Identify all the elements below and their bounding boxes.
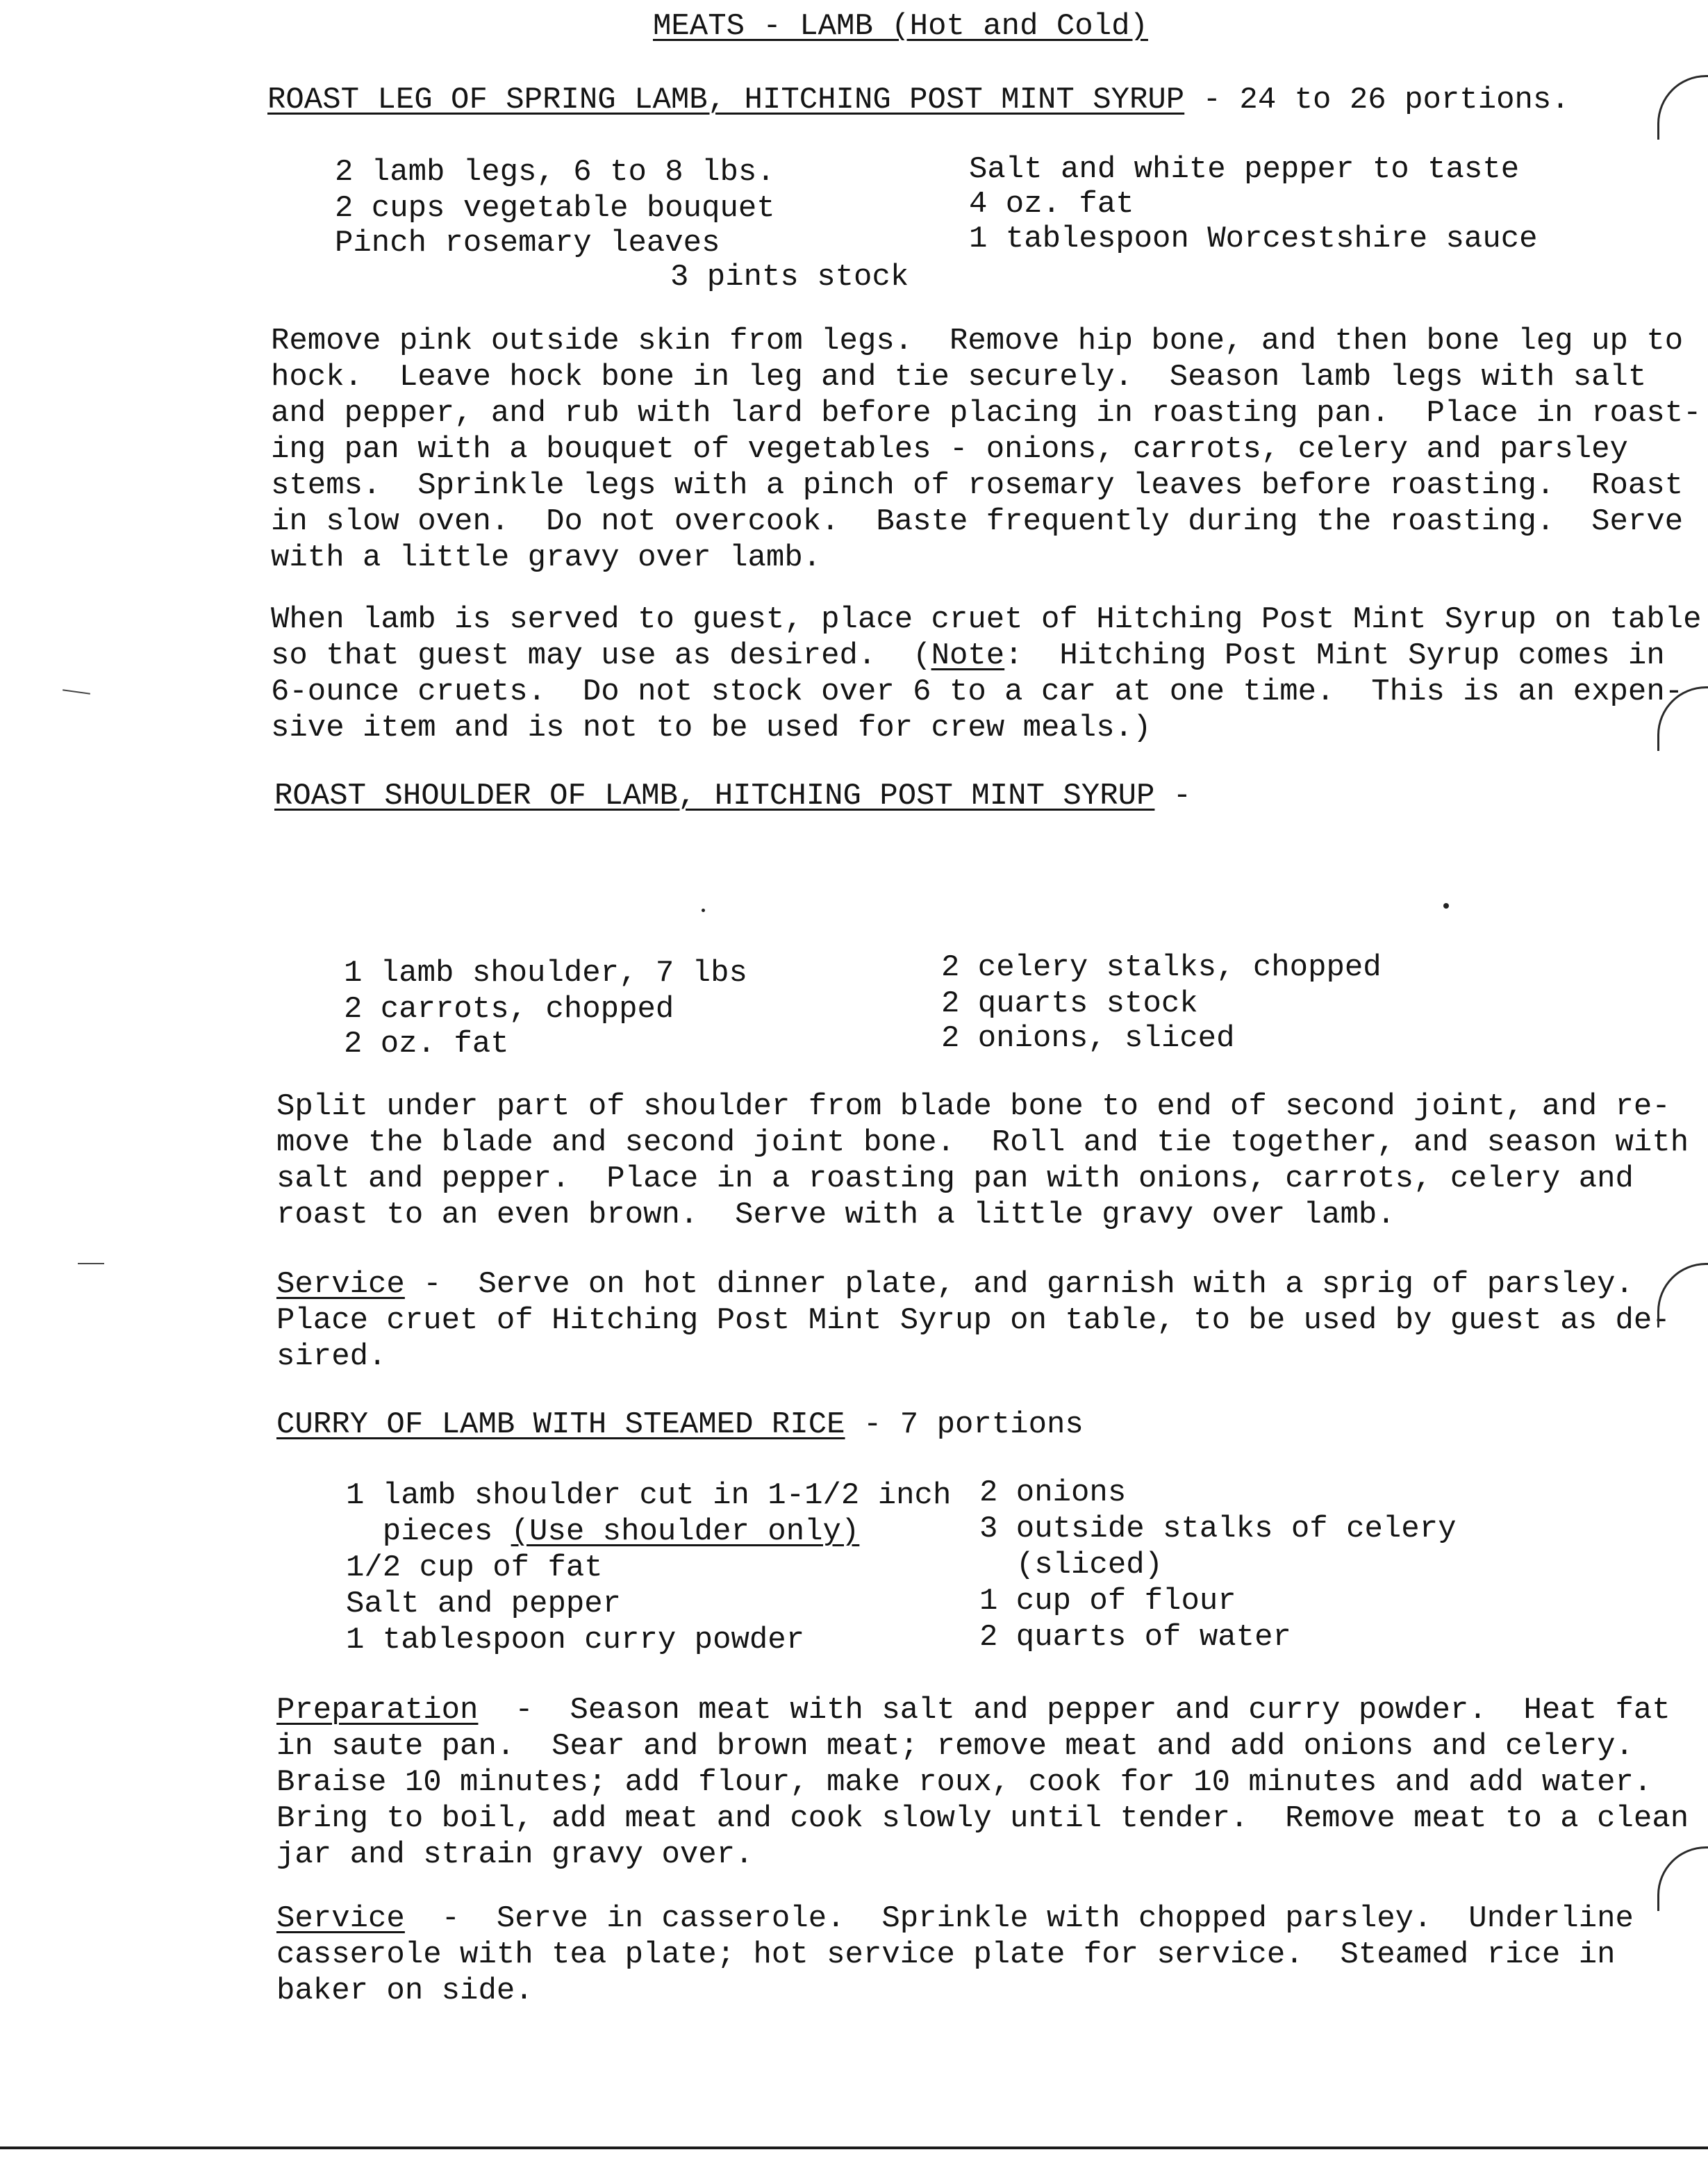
recipe3-ingredient: 1 lamb shoulder cut in 1-1/2 inch [346, 1478, 952, 1513]
recipe2-title: ROAST SHOULDER OF LAMB, HITCHING POST MINT SYRUP [274, 779, 1155, 813]
recipe3-preparation-line: jar and strain gravy over. [276, 1837, 754, 1872]
recipe2-heading [274, 778, 1191, 814]
recipe2-ingredient: 2 onions, sliced [941, 1021, 1235, 1056]
recipe1-ingredient: 3 pints stock [670, 260, 909, 295]
recipe3-ingredient: (sliced) [979, 1548, 1163, 1582]
recipe2-ingredient: 1 lamb shoulder, 7 lbs [344, 956, 747, 991]
recipe3-ingredient: 3 outside stalks of celery [979, 1512, 1457, 1546]
binder-hole [1657, 1846, 1708, 1911]
recipe2-method-line: move the blade and second joint bone. Roll and tie together, and season with [276, 1125, 1689, 1160]
recipe3-ingredient: 1/2 cup of fat [346, 1550, 603, 1585]
recipe3-preparation-line [276, 1692, 1670, 1728]
recipe2-ingredient: 2 quarts stock [941, 986, 1198, 1021]
recipe1-note-line: sive item and is not to be used for crew meals.) [271, 711, 1152, 745]
recipe1-note-line: 6-ounce cruets. Do not stock over 6 to a car at one time. This is an expen- [271, 675, 1684, 709]
recipe3-preparation-line: Bring to boil, add meat and cook slowly until tender. Remove meat to a clean [276, 1801, 1689, 1836]
recipe3-yield: - 7 portions [845, 1407, 1084, 1442]
ingredient-text: pieces [346, 1514, 511, 1549]
recipe1-note-line [271, 638, 1665, 674]
recipe3-service-line: baker on side. [276, 1974, 533, 2008]
recipe3-ingredient: 2 quarts of water [979, 1620, 1291, 1655]
page-bottom-edge [0, 2146, 1708, 2149]
recipe1-ingredient: Pinch rosemary leaves [335, 226, 720, 260]
margin-mark [78, 1263, 104, 1264]
note-text: : Hitching Post Mint Syrup comes in [1004, 638, 1665, 673]
recipe2-yield: - [1154, 779, 1192, 813]
recipe2-ingredient: 2 oz. fat [344, 1027, 509, 1061]
service-label: Service [276, 1267, 405, 1302]
recipe1-heading [267, 82, 1570, 118]
recipe1-ingredient: 1 tablespoon Worcestshire sauce [969, 222, 1538, 256]
recipe2-method-line: salt and pepper. Place in a roasting pan with onions, carrots, celery and [276, 1161, 1634, 1196]
binder-hole [1657, 75, 1708, 140]
recipe3-ingredient: Salt and pepper [346, 1587, 622, 1621]
recipe1-ingredient: 2 cups vegetable bouquet [335, 191, 775, 226]
recipe3-service-line [276, 1901, 1634, 1937]
recipe3-preparation-line: Braise 10 minutes; add flour, make roux, cook for 10 minutes and add water. [276, 1765, 1652, 1800]
recipe2-service-line: sired. [276, 1339, 387, 1374]
scan-speck [1443, 903, 1449, 909]
note-label: Note [931, 638, 1005, 673]
recipe1-method-line: in slow oven. Do not overcook. Baste frequently during the roasting. Serve [271, 504, 1684, 539]
recipe3-ingredient: 1 tablespoon curry powder [346, 1623, 805, 1657]
service-label: Service [276, 1901, 405, 1936]
recipe1-ingredient: 4 oz. fat [969, 187, 1134, 222]
recipe1-note-line: When lamb is served to guest, place cruet of Hitching Post Mint Syrup on table [271, 602, 1702, 637]
recipe3-title: CURRY OF LAMB WITH STEAMED RICE [276, 1407, 845, 1442]
recipe3-preparation-line: in saute pan. Sear and brown meat; remove meat and add onions and celery. [276, 1729, 1634, 1764]
recipe3-service-line: casserole with tea plate; hot service plate for service. Steamed rice in [276, 1937, 1616, 1972]
ingredient-note: (Use shoulder only) [511, 1514, 860, 1549]
page-title: MEATS - LAMB (Hot and Cold) [653, 9, 1148, 44]
recipe1-yield: - 24 to 26 portions. [1184, 83, 1570, 117]
recipe1-method-line: and pepper, and rub with lard before placing in roasting pan. Place in roast- [271, 396, 1702, 431]
recipe2-service-line: Place cruet of Hitching Post Mint Syrup on table, to be used by guest as de- [276, 1303, 1670, 1338]
recipe1-method-line: hock. Leave hock bone in leg and tie securely. Season lamb legs with salt [271, 360, 1647, 395]
recipe2-service-line [276, 1266, 1634, 1302]
recipe3-ingredient: 1 cup of flour [979, 1584, 1236, 1619]
recipe1-ingredient: Salt and white pepper to taste [969, 152, 1520, 187]
recipe2-method-line: Split under part of shoulder from blade bone to end of second joint, and re- [276, 1089, 1670, 1124]
recipe2-ingredient: 2 celery stalks, chopped [941, 950, 1382, 985]
service-text: - Serve in casserole. Sprinkle with chopped parsley. Underline [404, 1901, 1634, 1936]
recipe1-method-line: ing pan with a bouquet of vegetables - onions, carrots, celery and parsley [271, 432, 1628, 467]
preparation-label: Preparation [276, 1693, 479, 1728]
recipe2-method-line: roast to an even brown. Serve with a little gravy over lamb. [276, 1198, 1395, 1232]
recipe3-ingredient [346, 1514, 859, 1550]
recipe1-ingredient: 2 lamb legs, 6 to 8 lbs. [335, 155, 775, 190]
recipe3-ingredient: 2 onions [979, 1475, 1127, 1510]
note-text: so that guest may use as desired. ( [271, 638, 931, 673]
recipe1-method-line: Remove pink outside skin from legs. Remove hip bone, and then bone leg up to [271, 324, 1684, 358]
recipe3-heading [276, 1407, 1084, 1443]
recipe2-ingredient: 2 carrots, chopped [344, 992, 674, 1027]
margin-mark [63, 689, 90, 695]
preparation-text: - Season meat with salt and pepper and curry powder. Heat fat [478, 1693, 1670, 1728]
recipe1-method-line: with a little gravy over lamb. [271, 540, 822, 575]
recipe1-title: ROAST LEG OF SPRING LAMB, HITCHING POST MINT SYRUP [267, 83, 1185, 117]
scan-speck [702, 909, 705, 912]
service-text: - Serve on hot dinner plate, and garnish with a sprig of parsley. [404, 1267, 1634, 1302]
recipe1-method-line: stems. Sprinkle legs with a pinch of rosemary leaves before roasting. Roast [271, 468, 1684, 503]
binder-hole [1657, 1263, 1708, 1327]
